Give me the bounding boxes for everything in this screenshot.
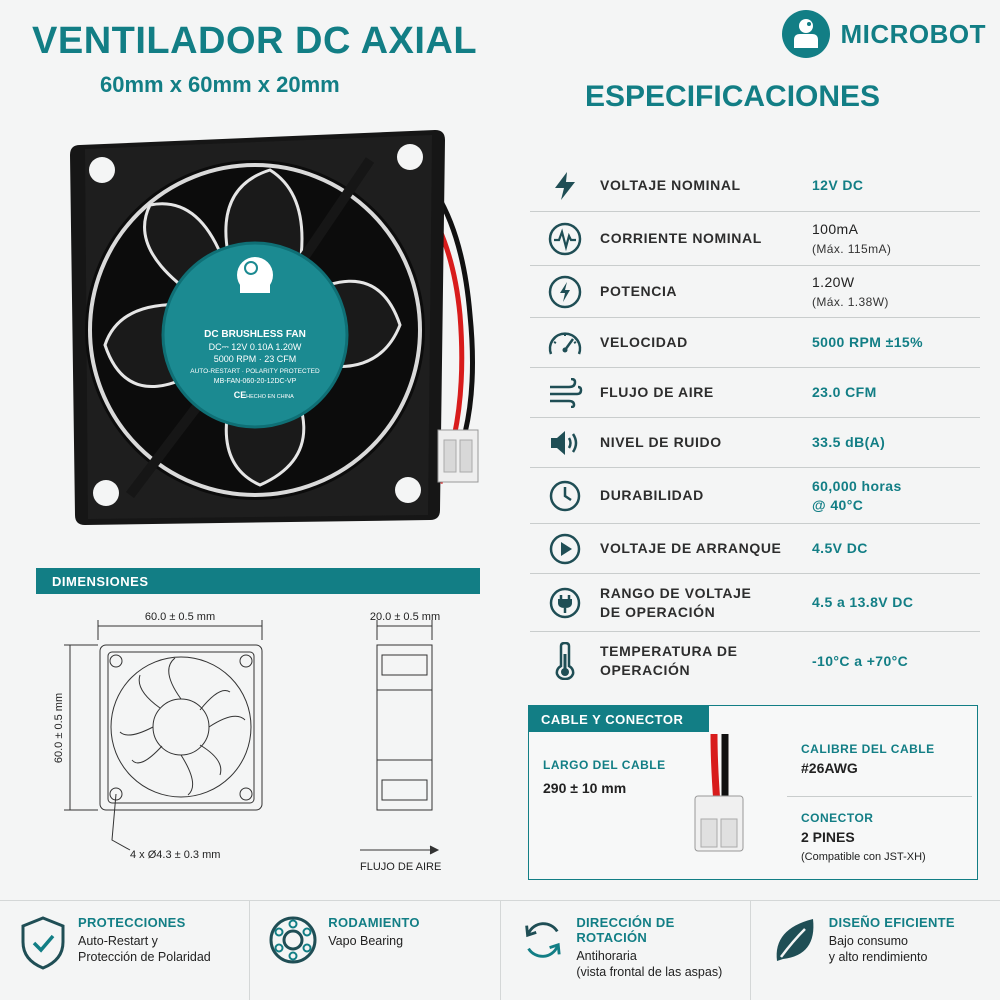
cable-gauge-label: CALIBRE DEL CABLE	[801, 742, 935, 756]
feature-rotation	[501, 901, 751, 1000]
spec-value: 12V DC	[812, 177, 864, 194]
spec-value: 5000 RPM ±15%	[812, 334, 923, 351]
airflow-label: FLUJO DE AIRE	[360, 861, 442, 873]
microbot-logo-icon	[780, 8, 832, 60]
plug-icon	[548, 586, 582, 620]
connector-note: (Compatible con JST-XH)	[801, 851, 926, 863]
spec-sub: @ 40°C	[812, 496, 864, 513]
spec-row-power	[530, 266, 980, 318]
spec-name-2: DE OPERACIÓN	[600, 603, 716, 620]
fan-label-ce: CE	[233, 390, 247, 400]
spec-row-durability	[530, 468, 980, 524]
spec-name: FLUJO DE AIRE	[600, 384, 714, 401]
feature-title: RODAMIENTO	[328, 915, 420, 930]
spec-name: TEMPERATURA DE	[600, 643, 738, 660]
feature-line: Bajo consumo	[828, 934, 908, 948]
spec-value: 60,000 horas	[812, 477, 902, 494]
fan-label-line1: DC BRUSHLESS FAN	[204, 329, 306, 340]
dimensions-header: DIMENSIONES	[36, 568, 480, 594]
waveform-icon	[548, 222, 582, 256]
feature-line: (vista frontal de las aspas)	[576, 965, 723, 980]
spec-row-startup	[530, 524, 980, 574]
cable-length-value: 290 ± 10 mm	[543, 780, 627, 796]
cable-length-label: LARGO DEL CABLE	[543, 758, 666, 772]
spec-name-2: OPERACIÓN	[600, 662, 691, 678]
feature-efficient	[751, 901, 1000, 1000]
feature-bearing	[250, 901, 500, 1000]
speaker-icon	[548, 428, 582, 458]
spec-row-current	[530, 212, 980, 266]
thermometer-icon	[553, 642, 577, 680]
wind-icon	[547, 378, 583, 408]
connector-label: CONECTOR	[801, 811, 874, 825]
feature-line: Vapo Bearing	[328, 934, 404, 948]
spec-value: 23.0 CFM	[812, 384, 877, 401]
dimension-drawing	[40, 600, 480, 880]
bearing-icon	[268, 915, 318, 965]
spec-row-voltage	[530, 160, 980, 212]
spec-name: RANGO DE VOLTAJE	[600, 584, 752, 601]
spec-value: 1.20W	[812, 273, 855, 290]
page-subtitle: 60mm x 60mm x 20mm	[100, 72, 340, 97]
fan-label-line2: DC⎓ 12V 0.10A 1.20W	[208, 342, 302, 352]
spec-name: VOLTAJE DE ARRANQUE	[600, 540, 782, 557]
feature-line: Protección de Polaridad	[78, 950, 211, 965]
cable-gauge-value: #26AWG	[801, 760, 858, 776]
spec-row-voltage-range	[530, 574, 980, 632]
shield-check-icon	[18, 915, 68, 971]
spec-row-temperature	[530, 632, 980, 690]
feature-title: DIRECCIÓN DE ROTACIÓN	[576, 915, 675, 945]
spec-value: -10°C a +70°C	[812, 652, 909, 669]
spec-name: POTENCIA	[600, 283, 678, 300]
dim-height-label: 60.0 ± 0.5 mm	[53, 692, 65, 764]
specs-table	[530, 160, 980, 690]
spec-name: CORRIENTE NOMINAL	[600, 230, 762, 247]
fan-label-line5: MB-FAN-060-20-12DC-VP	[213, 378, 297, 385]
clock-icon	[548, 479, 582, 513]
spec-value: 33.5 dB(A)	[812, 434, 886, 451]
spec-value: 4.5V DC	[812, 540, 868, 557]
dim-width-label: 60.0 ± 0.5 mm	[144, 611, 216, 623]
feature-title: PROTECCIONES	[78, 915, 186, 930]
brand-name: MICROBOT	[840, 18, 986, 49]
spec-name: VOLTAJE NOMINAL	[600, 177, 741, 194]
spec-sub: (Máx. 1.38W)	[812, 294, 889, 309]
fan-label-made-in: HECHO EN CHINA	[246, 394, 294, 400]
feature-line: Auto-Restart y	[78, 934, 158, 948]
rotation-icon	[519, 915, 567, 965]
spec-row-speed	[530, 318, 980, 368]
feature-line: y alto rendimiento	[828, 950, 928, 965]
spec-sub: (Máx. 115mA)	[812, 241, 892, 256]
dim-depth-label: 20.0 ± 0.5 mm	[369, 611, 441, 623]
spec-name: DURABILIDAD	[600, 487, 704, 504]
power-icon	[548, 275, 582, 309]
cable-header: CABLE Y CONECTOR	[529, 706, 709, 732]
play-icon	[548, 532, 582, 566]
connector-value: 2 PINES	[801, 829, 855, 845]
features-bar	[0, 900, 1000, 1000]
dim-holes-label: 4 x Ø4.3 ± 0.3 mm	[130, 849, 221, 861]
feature-line: Antihoraria	[576, 949, 637, 963]
specs-title: ESPECIFICACIONES	[585, 80, 881, 113]
spec-value: 4.5 a 13.8V DC	[812, 594, 914, 611]
cable-connector-panel	[528, 705, 978, 880]
fan-label-line4: AUTO-RESTART · POLARITY PROTECTED	[190, 368, 320, 375]
lightning-icon	[552, 171, 578, 201]
feature-title: DISEÑO EFICIENTE	[828, 915, 955, 930]
leaf-icon	[769, 915, 819, 967]
brand-logo	[780, 8, 986, 60]
spec-value: 100mA	[812, 220, 859, 237]
spec-row-noise	[530, 418, 980, 468]
cable-divider	[787, 796, 972, 797]
page-title: VENTILADOR DC AXIAL	[32, 20, 478, 62]
spec-row-airflow	[530, 368, 980, 418]
fan-label-line3: 5000 RPM · 23 CFM	[213, 354, 297, 364]
speedometer-icon	[547, 328, 583, 358]
spec-name: VELOCIDAD	[600, 334, 688, 351]
connector-image	[659, 734, 769, 864]
fan-photo	[40, 115, 480, 545]
spec-name: NIVEL DE RUIDO	[600, 434, 722, 451]
feature-protections	[0, 901, 250, 1000]
